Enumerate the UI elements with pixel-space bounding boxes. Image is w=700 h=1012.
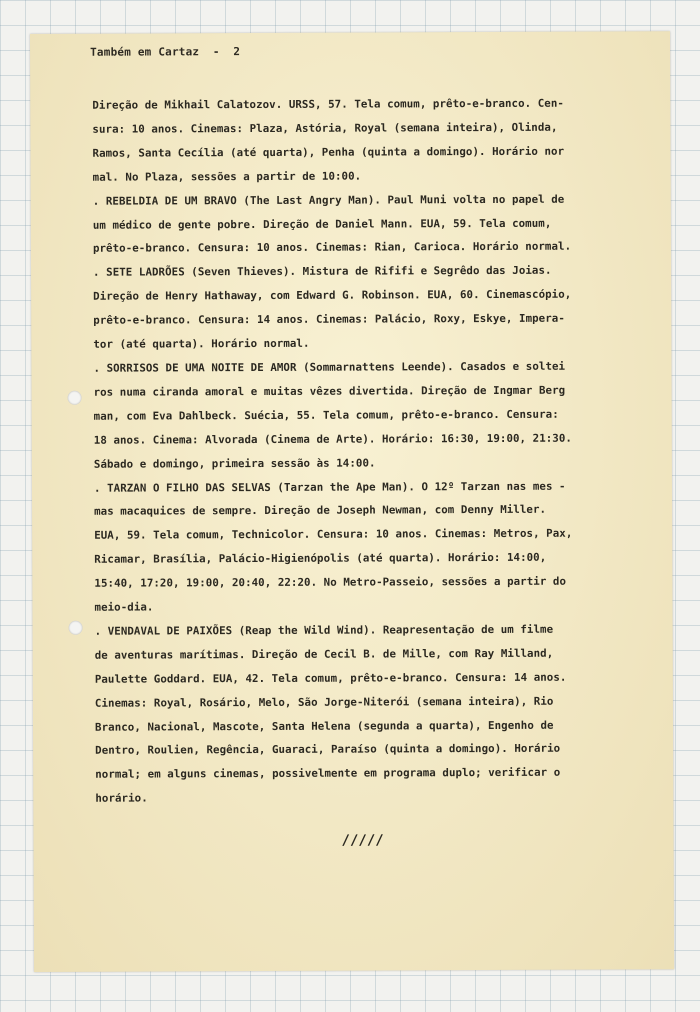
text-line: Direção de Mikhail Calatozov. URSS, 57. Tela comum, prêto-e-branco. Cen- <box>92 96 564 112</box>
text-line: sura: 10 anos. Cinemas: Plaza, Astória, Royal (semana inteira), Olinda, <box>92 120 558 136</box>
text-line: mal. No Plaza, sessões a partir de 10:00. <box>92 169 362 184</box>
body-text <box>92 91 655 811</box>
text-line: EUA, 59. Tela comum, Technicolor. Censura: 10 anos. Cinemas: Metros, Pax, <box>94 526 573 543</box>
text-line: . VENDAVAL DE PAIXÕES (Reap the Wild Wind). Reapresentação de um filme <box>94 622 554 638</box>
text-line: . SETE LADRÕES (Seven Thieves). Mistura de Rififi e Segrêdo das Joias. <box>93 264 552 280</box>
page-header: Também em Cartaz - 2 <box>90 45 241 59</box>
text-line: um médico de gente pobre. Direção de Daniel Mann. EUA, 59. Tela comum, <box>92 216 552 232</box>
text-line: Direção de Henry Hathaway, com Edward G. Robinson. EUA, 60. Cinemascópio, <box>93 287 572 303</box>
text-line: meio-dia. <box>94 600 154 614</box>
text-line: 18 anos. Cinema: Alvorada (Cinema de Arte). Horário: 16:30, 19:00, 21:30. <box>93 431 572 447</box>
text-line: Ramos, Santa Cecília (até quarta), Penha (quinta a domingo). Horário nor <box>92 144 565 160</box>
typewritten-page <box>30 31 674 972</box>
text-line: man, com Eva Dahlbeck. Suécia, 55. Tela comum, prêto-e-branco. Censura: <box>93 407 559 423</box>
text-line: horário. <box>95 791 148 806</box>
text-line: tor (até quarta). Horário normal. <box>93 336 310 351</box>
end-mark: ///// <box>341 832 384 849</box>
text-line: 15:40, 17:20, 19:00, 20:40, 22:20. No Metro-Passeio, sessões a partir do <box>94 574 567 590</box>
text-line: prêto-e-branco. Censura: 10 anos. Cinemas: Rian, Carioca. Horário normal. <box>92 240 572 256</box>
text-line: . REBELDIA DE UM BRAVO (The Last Angry Man). Paul Muni volta no papel de <box>92 192 565 208</box>
text-line: Branco, Nacional, Mascote, Santa Helena (segunda a quarta), Engenho de <box>94 718 554 734</box>
text-line: Ricamar, Brasília, Palácio-Higienópolis (até quarta). Horário: 14:00, <box>94 550 547 566</box>
text-line: normal; em alguns cinemas, possivelmente em programa duplo; verificar o <box>95 766 561 782</box>
text-line: . TARZAN O FILHO DAS SELVAS (Tarzan the Ape Man). O 12º Tarzan nas mes - <box>93 479 566 495</box>
text-line: Sábado e domingo, primeira sessão às 14:00. <box>93 456 376 471</box>
text-line: mas macaquices de sempre. Direção de Joseph Newman, com Denny Miller. <box>94 503 547 519</box>
punch-hole <box>69 621 83 635</box>
text-line: prêto-e-branco. Censura: 14 anos. Cinemas: Palácio, Roxy, Eskye, Impera- <box>93 311 565 327</box>
text-line: . SORRISOS DE UMA NOITE DE AMOR (Sommarnattens Leende). Casados e soltei <box>93 359 566 375</box>
text-line: de aventuras marítimas. Direção de Cecil B. de Mille, com Ray Milland, <box>94 646 554 662</box>
text-line: ros numa ciranda amoral e muitas vêzes divertida. Direção de Ingmar Berg <box>93 383 566 399</box>
punch-hole <box>68 391 82 405</box>
text-line: Cinemas: Royal, Rosário, Melo, São Jorge-Niterói (semana inteira), Rio <box>94 694 554 710</box>
text-line: Paulette Goddard. EUA, 42. Tela comum, prêto-e-branco. Censura: 14 anos. <box>94 670 567 686</box>
text-line: Dentro, Roulien, Regência, Guaraci, Paraíso (quinta a domingo). Horário <box>95 742 561 758</box>
